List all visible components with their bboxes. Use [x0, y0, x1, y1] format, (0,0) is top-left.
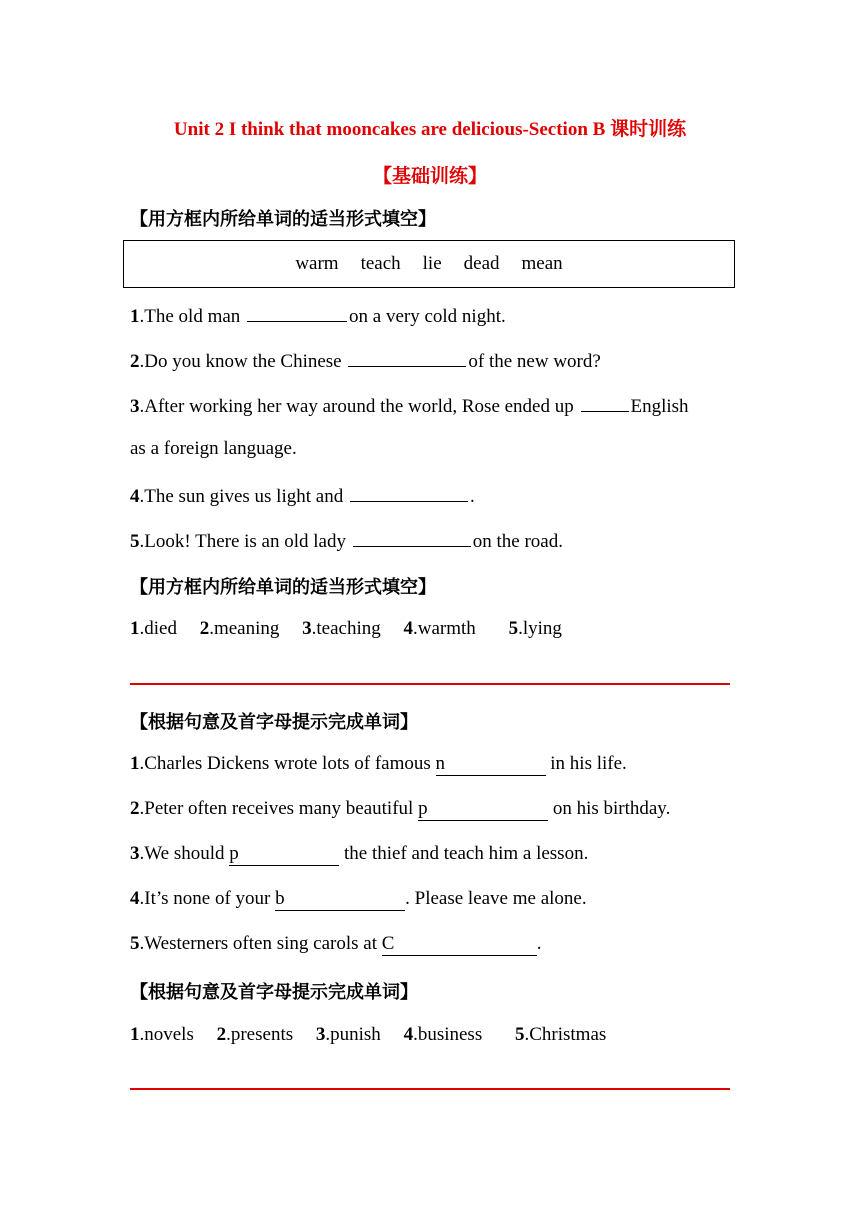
- question-text: the thief and teach him a lesson.: [344, 843, 589, 864]
- answer-item: [404, 1024, 483, 1045]
- answer-item: [302, 618, 381, 639]
- question-number: 4: [130, 888, 140, 909]
- answer-blank[interactable]: [348, 348, 466, 367]
- hint-blank[interactable]: [229, 843, 339, 866]
- question-number: 1: [130, 306, 140, 327]
- answer-blank[interactable]: [353, 528, 471, 547]
- answer-heading: 【用方框内所给单词的适当形式填空】: [130, 577, 436, 598]
- question-text: .Westerners often sing carols at: [139, 933, 377, 954]
- question-text: on a very cold night.: [349, 306, 506, 327]
- question-line: [130, 528, 563, 553]
- word-box-item: dead: [463, 253, 500, 274]
- answer-blank[interactable]: [247, 303, 347, 322]
- answer-item: [130, 618, 177, 639]
- question-text: .Do you know the Chinese: [139, 351, 342, 372]
- answer-number: 5: [508, 618, 519, 639]
- first-letter-hint: b: [275, 888, 285, 909]
- section-subtitle: 【基础训练】: [372, 165, 487, 187]
- answer-item: [404, 618, 476, 639]
- question-line: [130, 348, 601, 373]
- answer-text: .presents: [226, 1024, 294, 1045]
- answer-number: 3: [315, 1024, 326, 1045]
- answer-item: [515, 1024, 606, 1045]
- first-letter-hint: C: [381, 933, 395, 954]
- question-line: [130, 303, 506, 328]
- question-line: [130, 933, 541, 956]
- question-number: 1: [130, 753, 140, 774]
- answer-text: .meaning: [209, 618, 280, 639]
- answer-item: [316, 1024, 381, 1045]
- section2-heading: 【根据句意及首字母提示完成单词】: [130, 712, 418, 733]
- question-line: [130, 888, 587, 911]
- answer-blank[interactable]: [350, 483, 468, 502]
- hint-blank[interactable]: [436, 753, 546, 776]
- question-text: on the road.: [472, 531, 563, 552]
- question-text: .The old man: [139, 306, 241, 327]
- question-text: .: [469, 486, 475, 507]
- question-number: 3: [130, 396, 140, 417]
- question-number: 5: [130, 531, 140, 552]
- word-box-item: warm: [295, 253, 339, 274]
- section1-heading: 【用方框内所给单词的适当形式填空】: [130, 209, 436, 230]
- hint-blank[interactable]: [382, 933, 537, 956]
- question-text: . Please leave me alone.: [405, 888, 587, 909]
- question-number: 4: [130, 486, 140, 507]
- word-box: [123, 240, 735, 288]
- answer-heading: 【根据句意及首字母提示完成单词】: [130, 982, 418, 1003]
- answer-number: 4: [403, 618, 414, 639]
- answer-text: .business: [413, 1024, 483, 1045]
- question-line: [130, 843, 588, 866]
- question-text: as a foreign language.: [130, 438, 297, 459]
- question-text: .We should: [139, 843, 225, 864]
- answer-line: [130, 1024, 624, 1046]
- question-text: .The sun gives us light and: [139, 486, 344, 507]
- section-divider: [130, 1088, 730, 1090]
- hint-blank[interactable]: [275, 888, 405, 911]
- question-text: .Look! There is an old lady: [139, 531, 346, 552]
- hint-blank[interactable]: [418, 798, 548, 821]
- answer-text: .novels: [139, 1024, 194, 1045]
- answer-text: .Christmas: [524, 1024, 607, 1045]
- question-text: in his life.: [550, 753, 627, 774]
- question-text: .Peter often receives many beautiful: [139, 798, 414, 819]
- answer-item: [509, 618, 562, 639]
- question-number: 3: [130, 843, 140, 864]
- first-letter-hint: p: [229, 843, 239, 864]
- question-text: on his birthday.: [552, 798, 671, 819]
- answer-text: .lying: [518, 618, 562, 639]
- section-divider: [130, 683, 730, 685]
- answer-item: [200, 618, 280, 639]
- answer-text: .teaching: [311, 618, 381, 639]
- answer-number: 2: [199, 618, 210, 639]
- answer-line: [130, 618, 580, 640]
- question-text: .: [536, 933, 542, 954]
- answer-item: [130, 1024, 194, 1045]
- question-text: of the new word?: [468, 351, 601, 372]
- page-title: Unit 2 I think that mooncakes are delicious-Section B 课时训练: [173, 119, 687, 140]
- question-text: .After working her way around the world, Rose ended up: [139, 396, 574, 417]
- question-line-continued: [130, 438, 297, 460]
- question-text: .Charles Dickens wrote lots of famous: [139, 753, 431, 774]
- answer-text: .punish: [325, 1024, 381, 1045]
- word-box-item: mean: [521, 253, 563, 274]
- answer-number: 2: [216, 1024, 227, 1045]
- first-letter-hint: n: [435, 753, 446, 774]
- answer-number: 3: [302, 618, 312, 639]
- first-letter-hint: p: [418, 798, 428, 819]
- answer-number: 4: [403, 1024, 414, 1045]
- answer-number: 1: [130, 618, 140, 639]
- answer-text: .warmth: [413, 618, 476, 639]
- answer-item: [217, 1024, 294, 1045]
- question-number: 2: [130, 798, 140, 819]
- question-number: 2: [130, 351, 140, 372]
- word-box-item: lie: [422, 253, 442, 274]
- answer-blank[interactable]: [581, 393, 629, 412]
- question-line: [130, 798, 670, 821]
- answer-number: 1: [130, 1024, 140, 1045]
- word-box-item: teach: [360, 253, 401, 274]
- question-number: 5: [130, 933, 140, 954]
- question-text: English: [630, 396, 689, 417]
- question-line: [130, 753, 627, 776]
- question-line: [130, 393, 689, 418]
- answer-number: 5: [514, 1024, 525, 1045]
- question-line: [130, 483, 475, 508]
- question-text: .It’s none of your: [139, 888, 271, 909]
- answer-text: .died: [139, 618, 177, 639]
